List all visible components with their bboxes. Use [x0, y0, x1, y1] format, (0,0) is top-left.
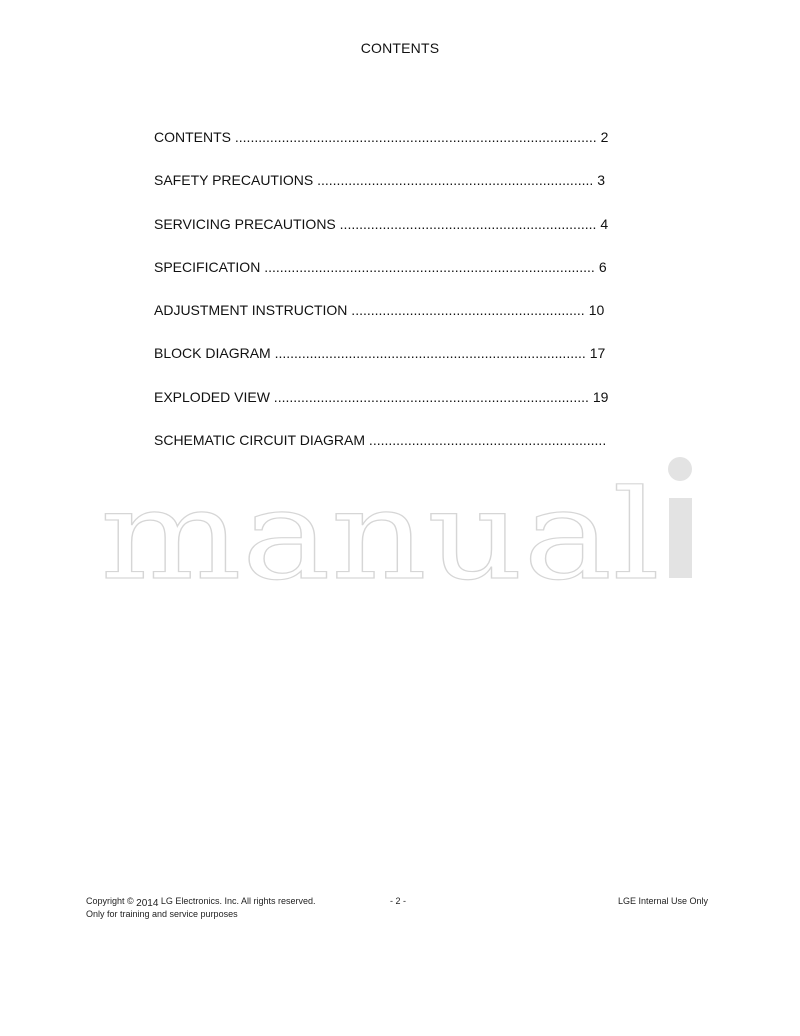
toc-entry-leader: ................................................................................ — [270, 345, 586, 362]
footer-note: Only for training and service purposes — [86, 909, 238, 919]
toc-entry-leader: ............................................................ — [347, 302, 585, 319]
toc-entry-title: EXPLODED VIEW — [154, 388, 270, 405]
toc-entry-page: 6 — [598, 258, 607, 275]
manualslib-watermark — [100, 450, 700, 590]
toc-entry-leader: .................................................................. — [335, 215, 597, 232]
watermark-text: manual — [100, 464, 660, 590]
footer-copyright-prefix: Copyright © — [86, 896, 134, 906]
toc-entry-servicing-precautions[interactable] — [154, 215, 626, 258]
toc-entry-contents[interactable] — [154, 128, 626, 171]
toc-entry-adjustment-instruction[interactable] — [154, 301, 626, 344]
toc-entry-title: CONTENTS — [154, 129, 231, 145]
toc-entry-block-diagram[interactable] — [154, 344, 626, 387]
watermark-dot-icon — [668, 457, 692, 481]
table-of-contents — [154, 128, 626, 474]
footer-page-number: - 2 - — [390, 896, 407, 906]
page-title: CONTENTS — [360, 40, 440, 56]
toc-entry-title: SERVICING PRECAUTIONS — [154, 215, 336, 232]
toc-entry-page: 19 — [592, 388, 609, 405]
toc-entry-page: 4 — [600, 215, 609, 232]
toc-entry-page: 2 — [600, 129, 609, 145]
toc-entry-page: 10 — [588, 302, 605, 319]
toc-entry-safety-precautions[interactable] — [154, 171, 626, 214]
toc-entry-leader: ..................................................................................... — [260, 258, 595, 275]
toc-entry-specification[interactable] — [154, 258, 626, 301]
footer-copyright — [86, 896, 315, 907]
toc-entry-page: 17 — [589, 345, 606, 362]
toc-entry-title: ADJUSTMENT INSTRUCTION — [154, 302, 348, 319]
toc-entry-leader: ............................................................. — [365, 432, 607, 449]
toc-entry-leader: ................................................................................. — [269, 388, 589, 405]
footer-company: LG Electronics. Inc. All rights reserved. — [158, 896, 316, 906]
toc-entry-exploded-view[interactable] — [154, 388, 626, 431]
toc-entry-page: 3 — [597, 172, 606, 189]
watermark-bar-icon — [669, 498, 692, 578]
toc-entry-title: BLOCK DIAGRAM — [154, 345, 271, 362]
footer-year: 2014 — [136, 898, 159, 909]
toc-entry-title: SCHEMATIC CIRCUIT DIAGRAM — [154, 432, 366, 449]
toc-entry-leader: ............................................................................................. — [231, 129, 597, 145]
footer-restriction: LGE Internal Use Only — [617, 896, 708, 906]
toc-entry-title: SPECIFICATION — [154, 258, 261, 275]
toc-entry-title: SAFETY PRECAUTIONS — [154, 172, 314, 189]
toc-entry-leader: ....................................................................... — [313, 172, 594, 189]
